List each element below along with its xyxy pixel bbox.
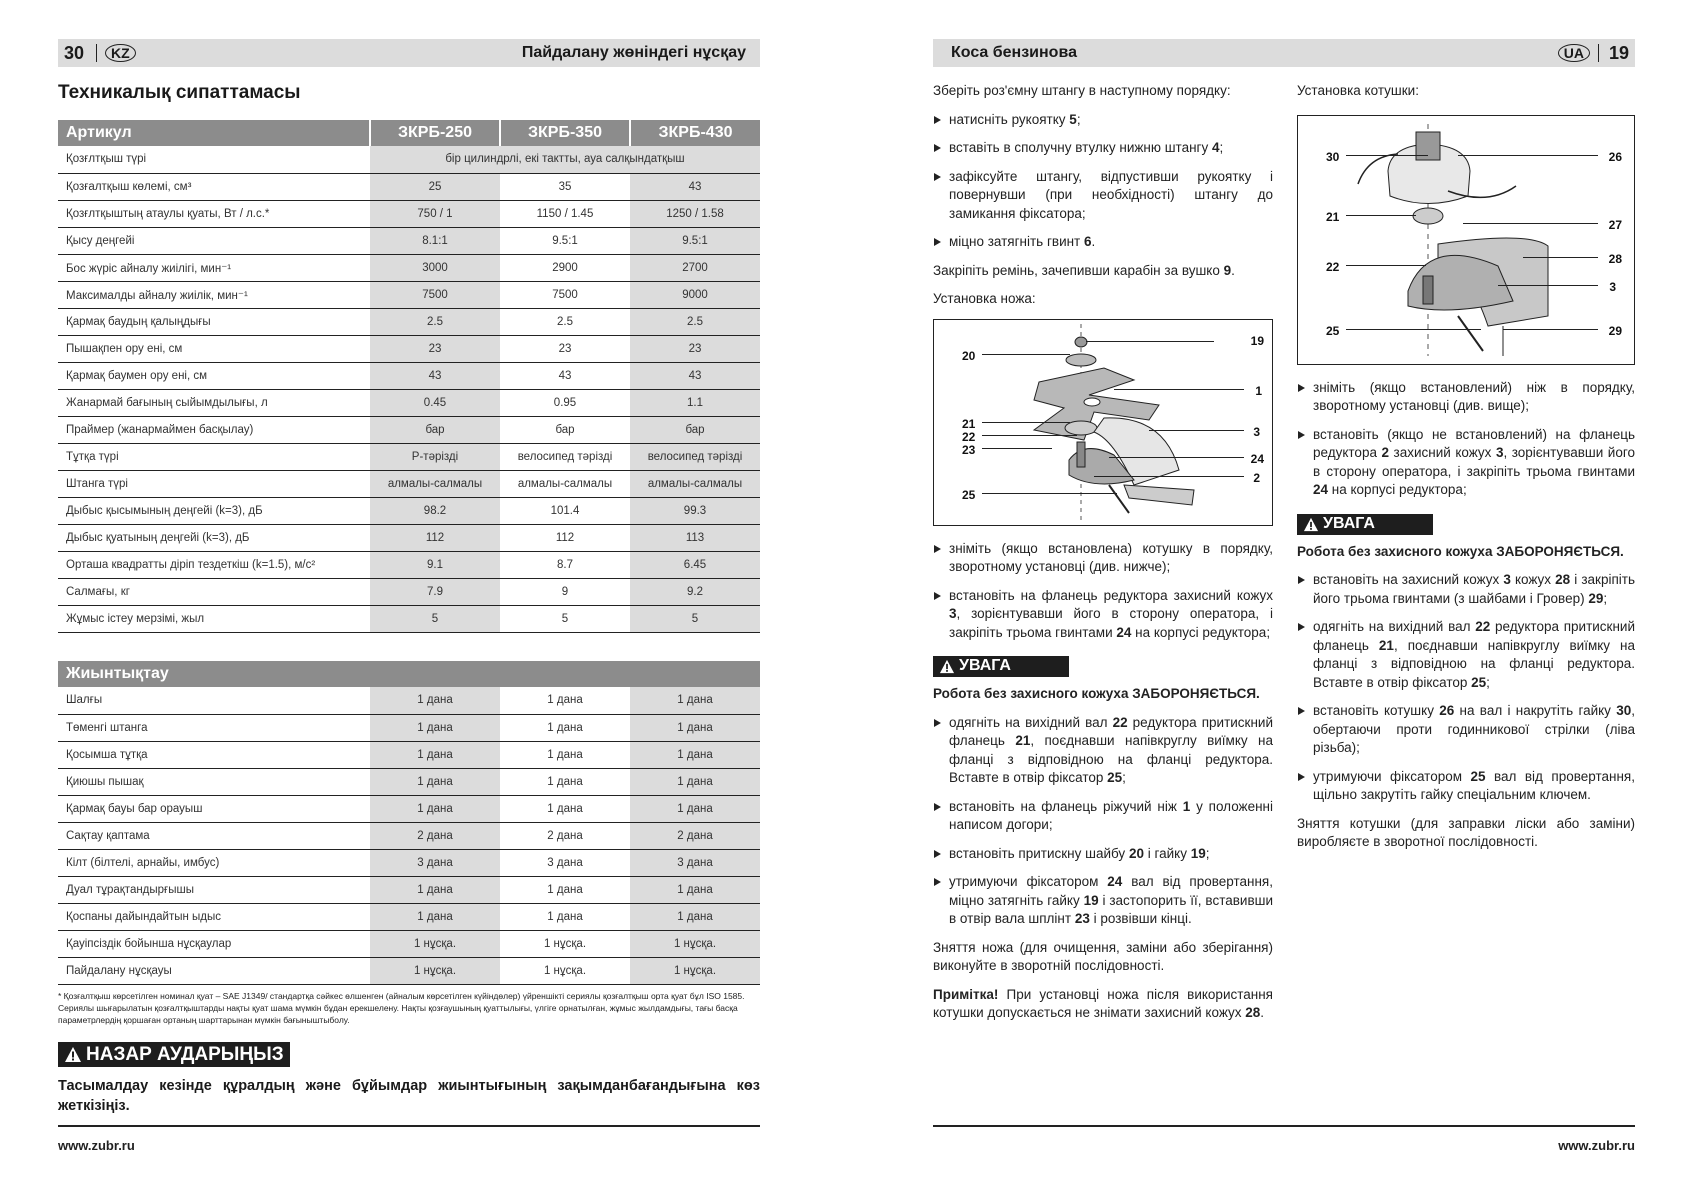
list-item: встановіть на фланець редуктора захисний кожух 3, зорієнтувавши його в сторону оператора, і закріпіть трьома гвинтами 24 на корпусі редуктора; [933,587,1273,643]
table-row [58,768,760,795]
cell-value: 101.4 [500,497,630,524]
callout-19: 19 [1250,333,1264,348]
cell-value: 1 дана [500,903,630,930]
list-item: утримуючи фіксатором 24 вал від провертання, міцно затягніть гайку 19 і застопорить її, вставивши в отвір вала шплінт 23 і розвівши кінці. [933,873,1273,929]
list-item: встановіть (якщо не встановлений) на фланець редуктора 2 захисний кожух 3, зорієнтувавши його в сторону оператора, і закріпіть трьома гвинтами 24 на корпусі редуктора; [1297,426,1635,500]
row-label: Штанга түрі [58,470,370,497]
warning-text: Робота без захисного кожуха ЗАБОРОНЯЄТЬСЯ. [1297,543,1624,559]
cell-value: 23 [630,335,760,362]
divider [1598,44,1599,62]
table-row [58,687,760,714]
table-row [58,173,760,200]
row-label: Орташа квадратты діріп тездеткіш (k=1.5), м/с² [58,551,370,578]
leader-line [1149,430,1244,431]
callout-2: 2 [1253,470,1260,485]
leader-line [1458,155,1598,156]
leader-line [1346,265,1426,266]
table-row [58,795,760,822]
table-row [58,741,760,768]
table-row [58,146,760,173]
cell-value: 1 дана [630,714,760,741]
leader-line [1523,257,1598,258]
leader-line [1498,285,1598,286]
website-link[interactable]: www.zubr.ru [1558,1138,1635,1153]
callout-22: 22 [1326,259,1340,274]
cell-value: 1 дана [630,903,760,930]
kit-table-header: Жиынтықтау [58,661,760,687]
col-header-model-350: ЗКРБ-350 [500,120,630,146]
spool-heading: Установка котушки: [1297,83,1419,98]
list-item: встановіть на фланець ріжучий ніж 1 у положенні написом догори; [933,798,1273,835]
website-link[interactable]: www.zubr.ru [58,1138,135,1153]
row-label: Төменгі штанга [58,714,370,741]
list-item: одягніть на вихідний вал 22 редуктора притискний фланець 21, поєднавши напівкруглу виїмку на фланці з відповідною на фланці редуктора. Вставте в отвір фіксатор 25; [1297,618,1635,692]
cell-value: 1 дана [500,876,630,903]
knife-steps [933,540,1273,643]
row-label: Қармақ баумен ору ені, см [58,362,370,389]
cell-value: 9.1 [370,551,500,578]
table-row [58,416,760,443]
cell-value: 1 дана [500,768,630,795]
cell-value: алмалы-салмалы [370,470,500,497]
list-item: вставіть в сполучну втулку нижню штангу 4; [933,139,1273,158]
leader-line [1503,329,1598,330]
header-title: Пайдалану жөніндегі нұсқау [521,44,746,61]
cell-value: 98.2 [370,497,500,524]
list-item: міцно затягніть гвинт 6. [933,233,1273,252]
table-row [58,930,760,957]
callout-25: 25 [1326,323,1340,338]
row-label: Дуал тұрақтандырғышы [58,876,370,903]
row-label: Қиюшы пышақ [58,768,370,795]
page-header [58,39,760,67]
cell-value: 3 дана [630,849,760,876]
cell-value: 3 дана [370,849,500,876]
table-row [58,903,760,930]
row-label: Қозғлтқыш түрі [58,146,370,173]
page-number: 19 [1608,42,1629,63]
cell-value: 9.5:1 [500,227,630,254]
table-row [58,389,760,416]
table-row [58,551,760,578]
footnote: * Қозғалтқыш көрсетілген номинал қуат – SAE J1349/ стандартқа сәйкес өлшенген (айналым көрсетілген күйіндөлер) үйреншікті сериялы қозғалтқыш орта қуат бұл ISO 1585. Сериялы шығарылатын қозғалтқыштарды нақты қуат шама мүмкін бұдан ерекшелену. Нақты қозғаушының қуаттылығы, үлгіге орнатылған, жұмыс жылдамдығы, тағы басқа параметрлердің қоршаған ортаның шарттарынан мүмкін бағыныштыболу. [58,991,745,1025]
cell-value: 1 нұсқа. [370,957,500,984]
cell-value: 1 нұсқа. [500,930,630,957]
callout-28: 28 [1608,251,1622,266]
list-item: зніміть (якщо встановлена) котушку в порядку, зворотному установці (див. нижче); [933,540,1273,577]
row-label: Кілт (білтелі, арнайы, имбус) [58,849,370,876]
table-row [58,308,760,335]
belt-instruction: Закріпіть ремінь, зачепивши карабін за вушко 9. [933,262,1235,278]
warning-text: Тасымалдау кезінде құралдың және бұйымдар жиынтығының зақымданбағандығына көз жеткізіңіз. [58,1078,760,1114]
warning-triangle-icon [64,1046,82,1063]
cell-value: 1 дана [500,795,630,822]
callout-22: 22 [962,429,976,444]
cell-value: 2.5 [630,308,760,335]
cell-value: 1 нұсқа. [500,957,630,984]
cell-value: 2.5 [370,308,500,335]
table-row [58,578,760,605]
cell-value: 1 дана [370,768,500,795]
cell-value: 1150 / 1.45 [500,200,630,227]
kit-table [58,661,760,985]
table-row [58,605,760,632]
list-item: встановіть котушку 26 на вал і накрутіть гайку 30, обертаючи проти годинникової стрілки (ліва різьба); [1297,702,1635,758]
cell-value: 1 дана [370,687,500,714]
footer-divider [58,1125,760,1127]
page-header [933,39,1635,67]
cell-value: алмалы-салмалы [630,470,760,497]
section-title: Техникалық сипаттамасы [58,82,301,103]
cell-value: 1 дана [630,795,760,822]
row-label: Қозғалтқыш көлемі, см³ [58,173,370,200]
leader-line [1094,476,1244,477]
table-row [58,200,760,227]
table-row [58,822,760,849]
language-badge: KZ [105,44,136,62]
cell-value: 1 дана [630,768,760,795]
cell-value: велосипед тәрізді [630,443,760,470]
row-label: Қауіпсіздік бойынша нұсқаулар [58,930,370,957]
divider [96,44,97,62]
cell-value: 99.3 [630,497,760,524]
leader-line [982,422,1070,423]
cell-value: 1.1 [630,389,760,416]
callout-27: 27 [1608,217,1622,232]
row-label: Қысу деңгейі [58,227,370,254]
cell-value: 43 [370,362,500,389]
table-row [58,849,760,876]
leader-line [982,493,1117,494]
cell-value: 5 [370,605,500,632]
table-row [58,957,760,984]
cell-value: алмалы-салмалы [500,470,630,497]
table-row [58,524,760,551]
cell-value: 9000 [630,281,760,308]
language-badge: UA [1558,44,1590,62]
cell-value: 2 дана [500,822,630,849]
row-label: Дыбыс қуатының деңгейі (k=3), дБ [58,524,370,551]
spool-steps [1297,379,1635,500]
cell-value: 1 дана [500,741,630,768]
list-item: натисніть рукоятку 5; [933,111,1273,130]
cell-value: 35 [500,173,630,200]
cell-merged: бір цилиндрлі, екі тактты, ауа салқындатқыш [370,146,760,173]
callout-21: 21 [962,416,976,431]
leader-line [982,354,1070,355]
list-item: утримуючи фіксатором 25 вал від провертання, щільно закрутіть гайку спеціальним ключем. [1297,768,1635,805]
table-row [58,497,760,524]
cell-value: 1 дана [630,741,760,768]
spec-table [58,120,760,633]
assembly-intro: Зберіть роз'ємну штангу в наступному порядку: [933,83,1231,98]
cell-value: 1 дана [370,741,500,768]
note: Примітка! При установці ножа після використання котушки допускається не знімати захисний кожух 28. [933,986,1273,1020]
leader-line [1114,389,1244,390]
leader-line [1086,341,1214,342]
cell-value: 1 нұсқа. [630,957,760,984]
cell-value: бар [630,416,760,443]
warning-banner [933,656,1069,677]
list-item: зніміть (якщо встановлений) ніж в порядку, зворотному установці (див. вище); [1297,379,1635,416]
cell-value: 1 дана [370,714,500,741]
callout-3: 3 [1609,279,1616,294]
cell-value: 43 [630,173,760,200]
cell-value: 1 дана [500,714,630,741]
page-left-kz [58,0,760,1191]
warning-triangle-icon [1303,517,1319,532]
cell-value: 2 дана [370,822,500,849]
page-right-ua [933,0,1635,1191]
leader-line [1346,329,1481,330]
row-label: Қосымша тұтқа [58,741,370,768]
knife-steps-continued [933,714,1273,929]
cell-value: велосипед тәрізді [500,443,630,470]
cell-value: 112 [500,524,630,551]
cell-value: 112 [370,524,500,551]
row-label: Қармақ бауы бар орауыш [58,795,370,822]
cell-value: бар [500,416,630,443]
cell-value: 2 дана [630,822,760,849]
callout-1: 1 [1255,383,1262,398]
cell-value: 113 [630,524,760,551]
cell-value: 0.45 [370,389,500,416]
cell-value: 23 [370,335,500,362]
note-label: Примітка! [933,986,999,1002]
list-item: встановіть притискну шайбу 20 і гайку 19; [933,845,1273,864]
cell-value: 8.7 [500,551,630,578]
row-label: Жұмыс істеу мерзімі, жыл [58,605,370,632]
spool-removal-text: Зняття котушки (для заправки ліски або заміни) виробляєте в зворотної послідовності. [1297,815,1635,849]
warning-banner [58,1042,290,1067]
cell-value: Р-тәрізді [370,443,500,470]
callout-23: 23 [962,442,976,457]
cell-value: 2.5 [500,308,630,335]
row-label: Қармақ баудың қалыңдығы [58,308,370,335]
cell-value: 43 [630,362,760,389]
cell-value: 750 / 1 [370,200,500,227]
cell-value: 9.5:1 [630,227,760,254]
row-label: Пышақпен ору ені, см [58,335,370,362]
knife-assembly-figure [933,319,1273,526]
cell-value: 3 дана [500,849,630,876]
list-item: встановіть на захисний кожух 3 кожух 28 і закріпіть його трьома гвинтами (з шайбами і Гровер) 29; [1297,571,1635,608]
list-item: одягніть на вихідний вал 22 редуктора притискний фланець 21, поєднавши напівкруглу виїмку на фланці з відповідною на фланці редуктора. Вставте в отвір фіксатор 25; [933,714,1273,788]
cell-value: 9.2 [630,578,760,605]
leader-line [1346,215,1416,216]
table-row [58,254,760,281]
knife-removal-text: Зняття ножа (для очищення, заміни або зберігання) виконуйте в зворотній послідовності. [933,939,1273,973]
spool-steps-continued [1297,571,1635,805]
row-label: Дыбыс қысымының деңгейі (k=3), дБ [58,497,370,524]
callout-25: 25 [962,487,976,502]
cell-value: 7500 [500,281,630,308]
row-label: Бос жүріс айналу жиілігі, мин⁻¹ [58,254,370,281]
cell-value: 9 [500,578,630,605]
leader-line [982,435,1077,436]
cell-value: 6.45 [630,551,760,578]
leader-line [1346,155,1428,156]
row-label: Тұтқа түрі [58,443,370,470]
table-row [58,335,760,362]
cell-value: 23 [500,335,630,362]
row-label: Қоспаны дайындайтын ыдыс [58,903,370,930]
table-row [58,443,760,470]
cell-value: 43 [500,362,630,389]
row-label: Салмағы, кг [58,578,370,605]
warning-banner [1297,514,1433,535]
header-title: Коса бензинова [951,44,1077,61]
assembly-steps [933,111,1273,252]
cell-value: 1 дана [370,795,500,822]
cell-value: 3000 [370,254,500,281]
cell-value: 0.95 [500,389,630,416]
row-label: Максималды айналу жиілік, мин⁻¹ [58,281,370,308]
cell-value: 5 [630,605,760,632]
callout-20: 20 [962,348,976,363]
leader-line [1463,223,1598,224]
cell-value: 1 дана [500,687,630,714]
row-label: Пайдалану нұсқауы [58,957,370,984]
cell-value: 2900 [500,254,630,281]
warning-text: Робота без захисного кожуха ЗАБОРОНЯЄТЬСЯ. [933,686,1260,701]
cell-value: 1250 / 1.58 [630,200,760,227]
cell-value: 1 дана [370,876,500,903]
footer-divider [933,1125,1635,1127]
callout-29: 29 [1608,323,1622,338]
knife-heading: Установка ножа: [933,291,1036,306]
table-row [58,281,760,308]
cell-value: 2700 [630,254,760,281]
cell-value: 25 [370,173,500,200]
cell-value: 7.9 [370,578,500,605]
cell-value: 1 дана [630,687,760,714]
cell-value: бар [370,416,500,443]
table-row [58,470,760,497]
table-row [58,227,760,254]
col-header-article: Артикул [58,120,370,146]
column-left [933,82,1273,1033]
leader-line [1109,457,1244,458]
cell-value: 8.1:1 [370,227,500,254]
knife-exploded-diagram [934,320,1274,527]
table-row [58,714,760,741]
warning-triangle-icon [939,659,955,674]
cell-value: 1 дана [370,903,500,930]
callout-3: 3 [1253,424,1260,439]
warning-title: НАЗАР АУДАРЫҢЫЗ [86,1043,284,1065]
cell-value: 1 дана [630,876,760,903]
row-label: Сақтау қаптама [58,822,370,849]
page-number: 30 [64,42,85,63]
column-right [1297,82,1635,862]
cell-value: 1 нұсқа. [370,930,500,957]
callout-30: 30 [1326,149,1340,164]
row-label: Праймер (жанармаймен басқылау) [58,416,370,443]
col-header-model-430: ЗКРБ-430 [630,120,760,146]
callout-26: 26 [1608,149,1622,164]
table-row [58,362,760,389]
callout-24: 24 [1250,451,1264,466]
cell-value: 5 [500,605,630,632]
table-row [58,876,760,903]
list-item: зафіксуйте штангу, відпустивши рукоятку і повернувши (при необхідності) штангу до замикання фіксатора; [933,168,1273,224]
callout-21: 21 [1326,209,1340,224]
warning-title: УВАГА [959,657,1011,675]
row-label: Қозғлтқыштың атаулы қуаты, Вт / л.с.* [58,200,370,227]
leader-line [982,448,1052,449]
cell-value: 7500 [370,281,500,308]
cell-value: 1 нұсқа. [630,930,760,957]
spool-assembly-figure [1297,115,1635,365]
warning-title: УВАГА [1323,514,1375,532]
row-label: Шалғы [58,687,370,714]
col-header-model-250: ЗКРБ-250 [370,120,500,146]
row-label: Жанармай бағының сыйымдылығы, л [58,389,370,416]
